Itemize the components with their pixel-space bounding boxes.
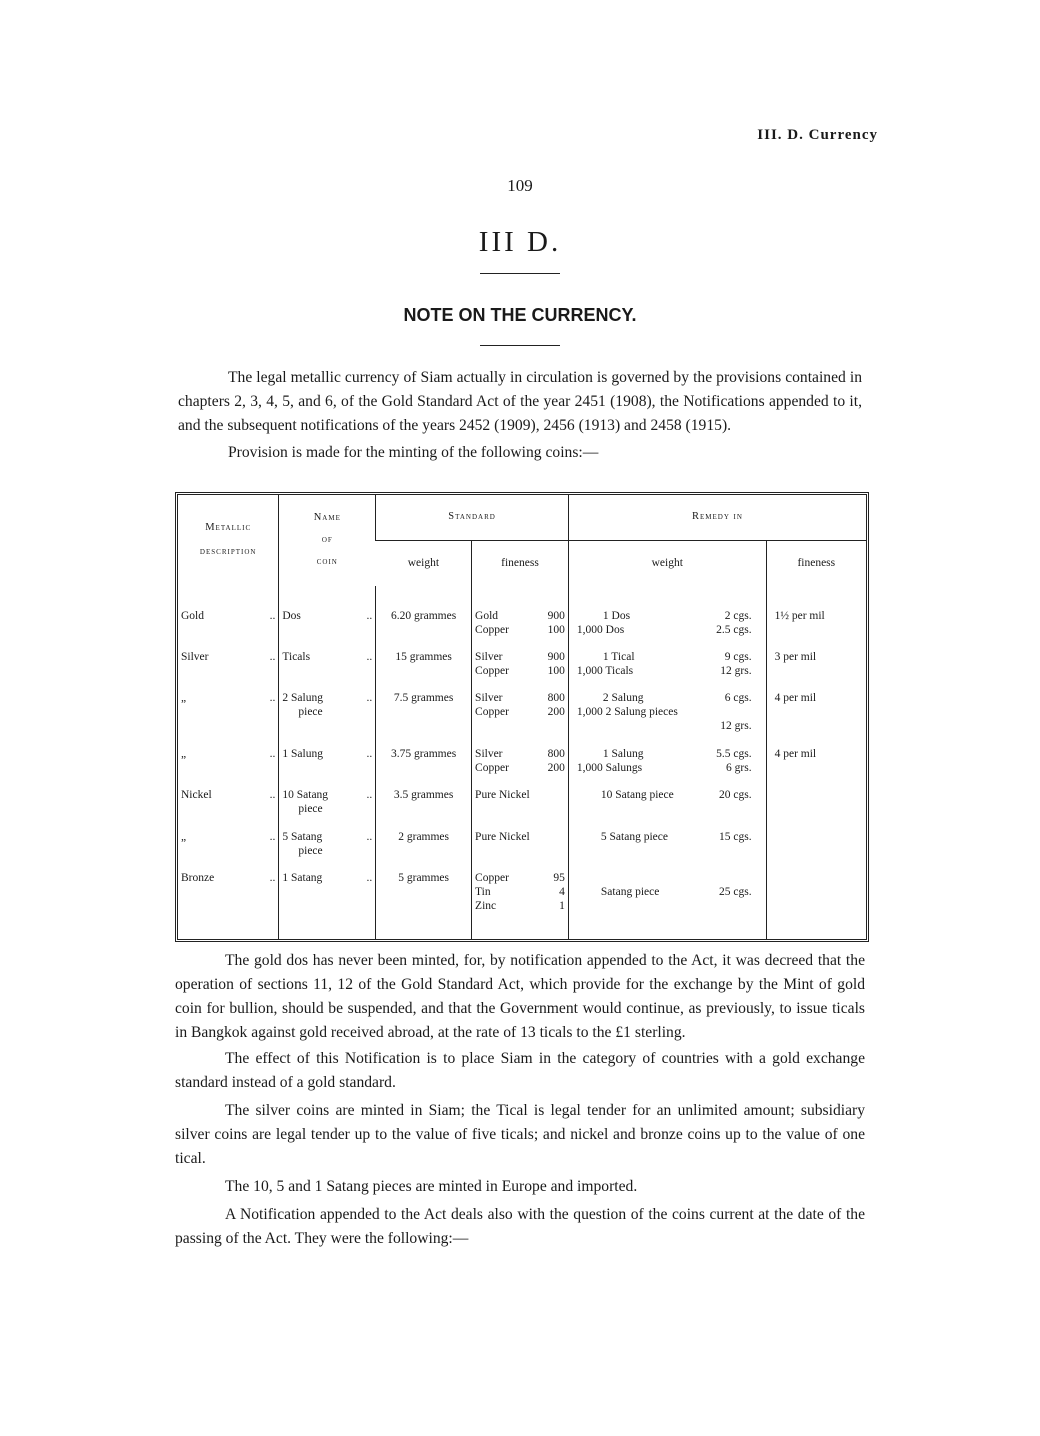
body-paragraph: A Notification appended to the Act deals also with the question of the coins current at the date of the passing of the Act. They were the following:— [175,1206,865,1247]
cell-fineness [472,788,569,829]
remedy-quantity: 1,000 Dos [576,623,625,636]
header-standard: Standard [376,495,569,540]
remedy-tolerance: 20 cgs. [719,789,752,802]
body-paragraph: The effect of this Notification is to place Siam in the category of countries with a gold exchange standard instead of a gold standard. [175,1050,865,1091]
leader-dots: .. [366,789,373,802]
cell-remedy-fineness [766,650,866,691]
cell-fineness [472,747,569,788]
remedy-fineness-value: 3 per mil [774,650,817,663]
remedy-quantity: 2 Salung [602,692,644,705]
cell-remedy-fineness [766,609,866,650]
coin-name: 10 Satang [282,789,329,802]
chapter-heading: III D. [478,226,562,258]
metal-name: Bronze [181,871,215,884]
header-remedy-in: Remedy in [568,495,866,540]
header-remedy-fineness: fineness [766,540,866,585]
leader-dots: .. [366,650,373,663]
leader-dots: .. [269,609,276,622]
cell-metal [178,830,279,871]
metal-component: Copper [475,706,509,719]
component-parts: 1 [559,899,565,912]
leader-dots: .. [269,830,276,843]
cell-metal [178,691,279,747]
metal-component: Pure Nickel [475,789,530,802]
cell-coin [279,691,376,747]
intro-paragraph: Provision is made for the minting of the following coins:— [228,444,599,461]
remedy-quantity: 1,000 Salungs [576,761,643,774]
weight-value: 2 grammes [398,830,450,843]
remedy-tolerance: 12 grs. [720,720,752,733]
remedy-fineness-value: 1½ per mil [774,609,825,622]
divider-rule-bottom [480,345,560,346]
cell-remedy-fineness [766,871,866,939]
leader-dots: .. [269,692,276,705]
component-parts: 200 [547,761,565,774]
weight-value: 3.75 grammes [391,747,457,760]
leader-dots: .. [269,789,276,802]
leader-dots: .. [269,871,276,884]
metal-name: Silver [181,650,209,663]
cell-remedy-fineness [766,830,866,871]
component-parts: 95 [553,871,565,884]
component-parts: 900 [547,609,565,622]
remedy-quantity: 1 Tical [602,650,635,663]
metal-name: „ [181,747,187,760]
cell-remedy-weight [568,609,766,650]
table-row [178,609,866,650]
metal-name: Nickel [181,789,212,802]
cell-coin [279,650,376,691]
remedy-tolerance: 15 cgs. [719,830,752,843]
header-name-of-coin: Name of coin [279,495,376,586]
coin-name-cont: piece [298,706,323,719]
leader-dots: .. [366,747,373,760]
remedy-fineness-value: 4 per mil [774,747,817,760]
table-row [178,747,866,788]
remedy-quantity: 1,000 Ticals [576,664,634,677]
weight-value: 3.5 grammes [393,789,454,802]
running-head: III. D. Currency [757,127,878,143]
spacer-row [178,586,866,609]
coin-name: 1 Salung [282,747,323,760]
page-title: NOTE ON THE CURRENCY. [403,305,637,325]
component-parts: 100 [547,664,565,677]
header-fineness: fineness [472,540,569,585]
metal-component: Zinc [475,899,497,912]
cell-remedy-weight [568,747,766,788]
cell-weight [376,871,472,939]
coin-table [175,492,869,942]
weight-value: 7.5 grammes [393,692,454,705]
cell-metal [178,650,279,691]
cell-metal [178,747,279,788]
header-weight: weight [376,540,472,585]
remedy-tolerance: 9 cgs. [724,650,752,663]
body-paragraph: The silver coins are minted in Siam; the Tical is legal tender for an unlimited amount; subsidiary silver coins are legal tender up to the value of five ticals; and nickel and bronze coins up to the value of one tical. [175,1102,865,1167]
component-parts: 900 [547,650,565,663]
remedy-quantity: 1,000 2 Salung pieces [576,706,678,719]
cell-fineness [472,650,569,691]
cell-weight [376,830,472,871]
weight-value: 6.20 grammes [391,609,457,622]
intro-paragraph: The legal metallic currency of Siam actually in circulation is governed by the provisions contained in chapters 2, 3, 4, 5, and 6, of the Gold Standard Act of the year 2451 (1908), the Notifications appended to it, and the subsequent notifications of the years 2452 (1909), 2456 (1913) and 2458 (1915). [178,369,862,434]
component-parts: 200 [547,706,565,719]
cell-metal [178,788,279,829]
weight-value: 5 grammes [398,871,450,884]
body-paragraph: The gold dos has never been minted, for, by notification appended to the Act, it was decreed that the operation of sections 11, 12 of the Gold Standard Act, which provide for the exchange by the Mint of gold coin for bullion, should be suspended, and that the Government would continue, as previously, to issue ticals in Bangkok against gold received abroad, at the rate of 13 ticals to the £1 sterling. [175,952,865,1041]
cell-coin [279,788,376,829]
coin-name: 5 Satang [282,830,323,843]
leader-dots: .. [366,871,373,884]
remedy-tolerance: 12 grs. [720,664,752,677]
metal-component: Copper [475,761,509,774]
divider-rule-top [480,273,560,274]
metal-component: Silver [475,650,503,663]
cell-remedy-fineness [766,788,866,829]
body-text [175,949,865,1251]
coin-name-cont: piece [298,844,323,857]
metal-component: Silver [475,747,503,760]
coin-name: 1 Satang [282,871,323,884]
table-row [178,830,866,871]
cell-weight [376,747,472,788]
cell-metal [178,871,279,939]
cell-weight [376,650,472,691]
leader-dots: .. [366,609,373,622]
remedy-tolerance: 6 cgs. [724,692,752,705]
cell-coin [279,830,376,871]
component-parts: 800 [547,692,565,705]
cell-remedy-weight [568,830,766,871]
cell-remedy-weight [568,650,766,691]
body-paragraph: The 10, 5 and 1 Satang pieces are minted in Europe and imported. [225,1178,638,1195]
metal-component: Gold [475,609,499,622]
metal-name: „ [181,830,187,843]
cell-coin [279,609,376,650]
coin-name: Ticals [282,650,311,663]
cell-weight [376,609,472,650]
remedy-quantity: 10 Satang piece [600,789,674,802]
metal-component: Tin [475,885,491,898]
remedy-tolerance: 2.5 cgs. [716,623,752,636]
cell-fineness [472,691,569,747]
weight-value: 15 grammes [395,650,452,663]
cell-fineness [472,830,569,871]
cell-fineness [472,609,569,650]
remedy-tolerance: 2 cgs. [724,609,752,622]
table-row [178,871,866,939]
metal-component: Copper [475,871,509,884]
table-row [178,691,866,747]
cell-weight [376,691,472,747]
metal-component: Copper [475,623,509,636]
leader-dots: .. [366,692,373,705]
remedy-tolerance: 25 cgs. [719,885,752,898]
component-parts: 4 [559,885,565,898]
table-row [178,650,866,691]
intro-text [178,366,862,465]
cell-remedy-fineness [766,691,866,747]
component-parts: 100 [547,623,565,636]
metal-component: Silver [475,692,503,705]
cell-remedy-fineness [766,747,866,788]
coin-name-cont: piece [298,803,323,816]
metal-name: „ [181,692,187,705]
remedy-quantity: Satang piece [600,885,660,898]
metal-component: Pure Nickel [475,830,530,843]
leader-dots: .. [366,830,373,843]
table-row [178,788,866,829]
header-remedy-weight: weight [568,540,766,585]
cell-remedy-weight [568,788,766,829]
coin-name: 2 Salung [282,692,323,705]
remedy-tolerance: 5.5 cgs. [716,747,752,760]
remedy-quantity: 1 Salung [602,747,644,760]
metal-name: Gold [181,609,204,622]
cell-remedy-weight [568,871,766,939]
leader-dots: .. [269,747,276,760]
remedy-fineness-value: 4 per mil [774,692,817,705]
leader-dots: .. [269,650,276,663]
cell-weight [376,788,472,829]
metal-component: Copper [475,664,509,677]
cell-remedy-weight [568,691,766,747]
component-parts: 800 [547,747,565,760]
table-header-row [178,495,866,540]
cell-coin [279,747,376,788]
coin-name: Dos [282,609,301,622]
remedy-tolerance: 6 grs. [726,761,752,774]
remedy-quantity: 5 Satang piece [600,830,668,843]
cell-coin [279,871,376,939]
remedy-quantity: 1 Dos [602,609,631,622]
cell-metal [178,609,279,650]
page-number: 109 [507,176,533,195]
cell-fineness [472,871,569,939]
header-metallic-description: Metallic description [199,522,257,558]
